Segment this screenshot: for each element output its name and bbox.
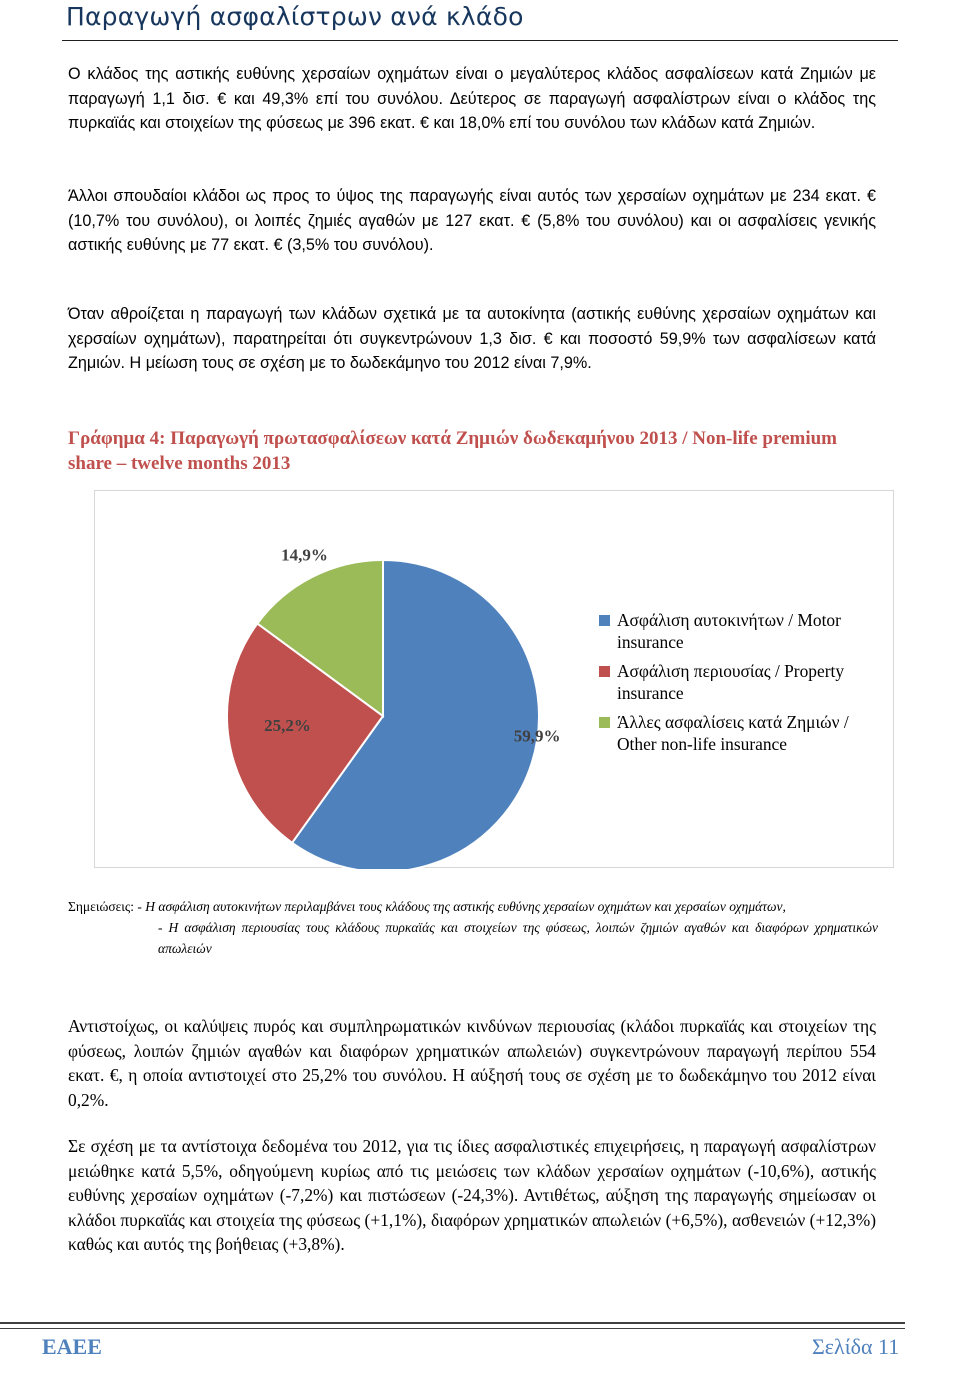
pie-chart-container (94, 490, 894, 868)
paragraph-2: Άλλοι σπουδαίοι κλάδοι ως προς το ύψος της παραγωγής είναι αυτός των χερσαίων οχημάτων με 234 εκατ. € (10,7% του συνόλου), οι λοιπές ζημιές αγαθών με 127 εκατ. € (5,8% του συνόλου) και οι ασφαλίσεις γενικής αστικής ευθύνης με 77 εκατ. € (3,5% του συνόλου). (68, 187, 876, 254)
footer-rule-thick (0, 1322, 905, 1324)
heading-rule (62, 40, 898, 41)
paragraph-5: Σε σχέση με τα αντίστοιχα δεδομένα του 2012, για τις ίδιες ασφαλιστικές επιχειρήσεις, η παραγωγή ασφαλίστρων μειώθηκε κατά 5,5%, οδηγούμενη κυρίως από τις μειώσεις των κλάδων χερσαίων οχημάτων (-10,6%), αστικής ευθύνης χερσαίων οχημάτων (-7,2%) και πιστώσεων (-24,3%). Αντιθέτως, αύξηση της παραγωγής σημείωσαν οι κλάδοι πυρκαϊάς και στοιχεία της φύσεως (+1,1%), διαφόρων χρηματικών απωλειών (+6,5%), ασθενειών (+12,3%) καθώς και αυτός της βοήθειας (+3,8%). (68, 1136, 876, 1254)
legend-swatch-property (599, 666, 610, 677)
chart-legend (597, 609, 887, 762)
data-label-property: 25,2% (264, 716, 311, 736)
page-heading: Παραγωγή ασφαλίστρων ανά κλάδο (66, 2, 524, 31)
data-label-motor: 59,9% (513, 726, 561, 746)
paragraph-3: Όταν αθροίζεται η παραγωγή των κλάδων σχετικά με τα αυτοκίνητα (αστικής ευθύνης χερσαίων οχημάτων και χερσαίων οχημάτων), παρατηρείται ότι συγκεντρώνουν 1,3 δισ. € και ποσοστό 59,9% των ασφαλίσεων κατά Ζημιών. Η μείωση τους σε σχέση με το δωδεκάμηνο του 2012 είναι 7,9%. (68, 305, 876, 372)
page-number: Σελίδα 11 (812, 1334, 900, 1359)
legend-swatch-motor (599, 615, 610, 626)
legend-label-other: Άλλες ασφαλίσεις κατά Ζημιών / Other non-life insurance (617, 712, 849, 754)
legend-label-property: Ασφάλιση περιουσίας / Property insurance (617, 661, 845, 703)
paragraph-4: Αντιστοίχως, οι καλύψεις πυρός και συμπληρωματικών κινδύνων περιουσίας (κλάδοι πυρκαϊάς και στοιχείων της φύσεως, λοιπών ζημιών αγαθών και διαφόρων χρηματικών απωλειών) συγκεντρώνουν παραγωγή περίπου 554 εκατ. €, η οποία αντιστοιχεί στο 25,2% του συνόλου. Η αύξησή τους σε σχέση με το δωδεκάμηνο του 2012 είναι 0,2%. (68, 1016, 876, 1110)
note-lead: Σημειώσεις: - (68, 899, 146, 914)
legend-label-motor: Ασφάλιση αυτοκινήτων / Motor insurance (617, 610, 841, 652)
footer-organization: ΕΑΕΕ (42, 1334, 102, 1359)
paragraph-1: Ο κλάδος της αστικής ευθύνης χερσαίων οχημάτων είναι ο μεγαλύτερος κλάδος ασφαλίσεων κατά Ζημιών με παραγωγή 1,1 δισ. € και 49,3% επί του συνόλου. Δεύτερος σε παραγωγή ασφαλίστρων είναι ο κλάδος της πυρκαϊάς και στοιχείων της φύσεως με 396 εκατ. € και 18,0% επί του συνόλου των κλάδων κατά Ζημιών. (68, 65, 876, 132)
legend-swatch-other (599, 717, 610, 728)
footer-rule-thin (0, 1328, 905, 1329)
chart-notes (68, 896, 878, 959)
data-label-other: 14,9% (281, 545, 328, 565)
note-text-1: Η ασφάλιση αυτοκινήτων περιλαμβάνει τους κλάδους της αστικής ευθύνης χερσαίων οχημάτων και χερσαίων οχημάτων, (145, 899, 786, 914)
note-line-1 (68, 896, 878, 917)
legend-item-other (597, 711, 887, 755)
legend-item-motor (597, 609, 887, 653)
figure-caption: Γράφημα 4: Παραγωγή πρωτασφαλίσεων κατά Ζημιών δωδεκαμήνου 2013 / Non-life premium share – twelve months 2013 (68, 428, 838, 474)
legend-item-property (597, 660, 887, 704)
note-line-2: - Η ασφάλιση περιουσίας τους κλάδους πυρκαϊάς και στοιχείων της φύσεως, λοιπών ζημιών αγαθών και διαφόρων χρηματικών απωλειών (158, 920, 878, 956)
